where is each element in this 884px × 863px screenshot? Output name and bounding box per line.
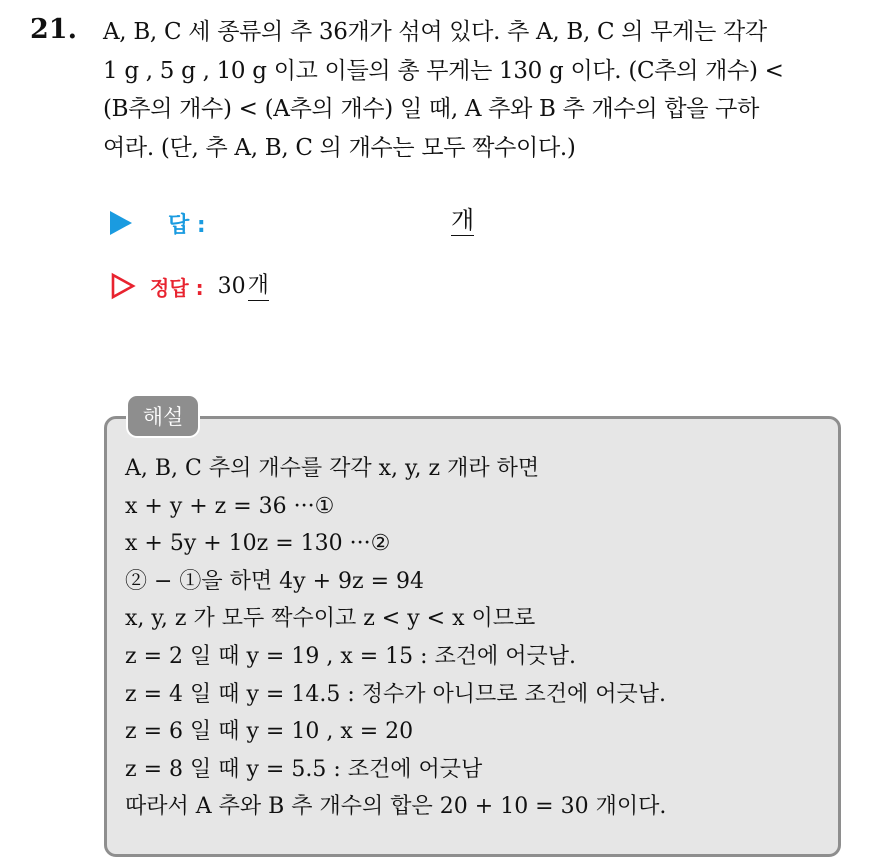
solution-line: z = 6 일 때 y = 10 , x = 20 <box>125 719 414 745</box>
problem-line: 1 g , 5 g , 10 g 이고 이들의 총 무게는 130 g 이다. (C추의 개수) < <box>103 57 784 84</box>
correct-answer-row <box>110 268 269 304</box>
problem-statement <box>103 13 873 167</box>
problem-number: 21. <box>30 14 77 45</box>
problem-line: (B추의 개수) < (A추의 개수) 일 때, A 추와 B 추 개수의 합을 구하 <box>103 96 760 122</box>
solution-line: x + y + z = 36 ···① <box>125 493 335 519</box>
correct-answer-label: 정답 : <box>150 275 204 300</box>
problem-line: A, B, C 세 종류의 추 36개가 섞여 있다. 추 A, B, C 의 무게는 각각 <box>103 19 767 45</box>
answer-blank-unit[interactable]: 개 <box>451 206 475 234</box>
answer-label: 답 : <box>168 212 206 238</box>
correct-answer-value: 30 <box>217 273 246 299</box>
correct-answer-unit: 개 <box>248 272 269 301</box>
solution-line: 따라서 A 추와 B 추 개수의 합은 20 + 10 = 30 개이다. <box>125 794 667 820</box>
solution-tab: 해설 <box>128 396 198 436</box>
solution-line: ② − ①을 하면 4y + 9z = 94 <box>125 568 425 594</box>
solution-line: z = 4 일 때 y = 14.5 : 정수가 아니므로 조건에 어긋남. <box>125 681 666 707</box>
solution-line: x + 5y + 10z = 130 ···② <box>125 531 391 557</box>
play-triangle-icon <box>110 211 132 235</box>
solution-line: z = 8 일 때 y = 5.5 : 조건에 어긋남 <box>125 756 483 782</box>
outline-triangle-icon <box>110 272 136 300</box>
problem-line: 여라. (단, 추 A, B, C 의 개수는 모두 짝수이다.) <box>103 134 576 161</box>
solution-line: A, B, C 추의 개수를 각각 x, y, z 개라 하면 <box>125 456 540 481</box>
answer-row <box>110 205 206 241</box>
solution-line: x, y, z 가 모두 짝수이고 z < y < x 이므로 <box>125 606 536 632</box>
solution-text <box>125 450 825 826</box>
solution-line: z = 2 일 때 y = 19 , x = 15 : 조건에 어긋남. <box>125 643 577 669</box>
